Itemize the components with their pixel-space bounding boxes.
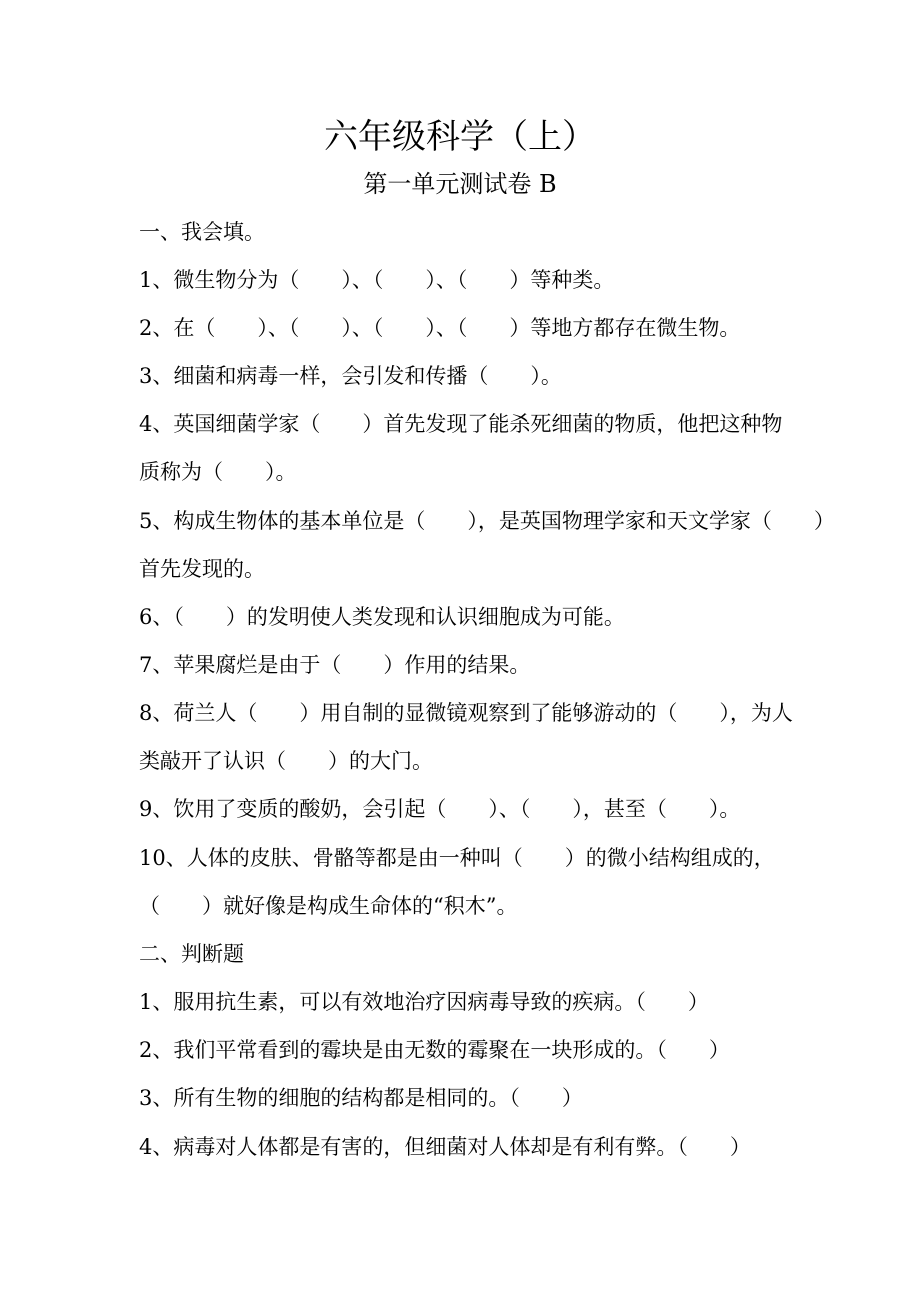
fill-question-4-line1: 4、英国细菌学家（ ）首先发现了能杀死细菌的物质，他把这种物	[139, 412, 783, 436]
fill-question-4-line2: 质称为（ ）。	[139, 460, 297, 484]
page-subtitle: 第一单元测试卷 B	[363, 170, 557, 198]
section2-heading: 二、判断题	[139, 942, 244, 966]
fill-question-5-line2: 首先发现的。	[139, 557, 265, 581]
fill-question-10-line2: （ ）就好像是构成生命体的“积木”。	[139, 894, 518, 918]
judge-question-1: 1、服用抗生素，可以有效地治疗因病毒导致的疾病。（ ）	[139, 990, 709, 1014]
judge-question-4: 4、病毒对人体都是有害的，但细菌对人体却是有利有弊。（ ）	[139, 1135, 751, 1159]
fill-question-9: 9、饮用了变质的酸奶，会引起（ ）、（ ），甚至（ ）。	[139, 797, 741, 821]
fill-question-5-line1: 5、构成生物体的基本单位是（ ），是英国物理学家和天文学家（ ）	[139, 509, 835, 533]
fill-question-8-line2: 类敲开了认识（ ）的大门。	[139, 749, 433, 773]
page-title: 六年级科学（上）	[324, 117, 596, 157]
fill-question-6: 6、（ ）的发明使人类发现和认识细胞成为可能。	[139, 605, 625, 629]
judge-question-2: 2、我们平常看到的霉块是由无数的霉聚在一块形成的。（ ）	[139, 1038, 730, 1062]
judge-question-3: 3、所有生物的细胞的结构都是相同的。（ ）	[139, 1086, 583, 1110]
fill-question-3: 3、细菌和病毒一样，会引发和传播（ ）。	[139, 364, 562, 388]
fill-question-10-line1: 10、人体的皮肤、骨骼等都是由一种叫（ ）的微小结构组成的，	[139, 846, 775, 870]
fill-question-1: 1、微生物分为（ ）、（ ）、（ ）等种类。	[139, 268, 615, 292]
section1-heading: 一、我会填。	[139, 220, 265, 244]
fill-question-8-line1: 8、荷兰人（ ）用自制的显微镜观察到了能够游动的（ ），为人	[139, 701, 793, 725]
fill-question-2: 2、在（ ）、（ ）、（ ）、（ ）等地方都存在微生物。	[139, 316, 741, 340]
fill-question-7: 7、苹果腐烂是由于（ ）作用的结果。	[139, 653, 531, 677]
